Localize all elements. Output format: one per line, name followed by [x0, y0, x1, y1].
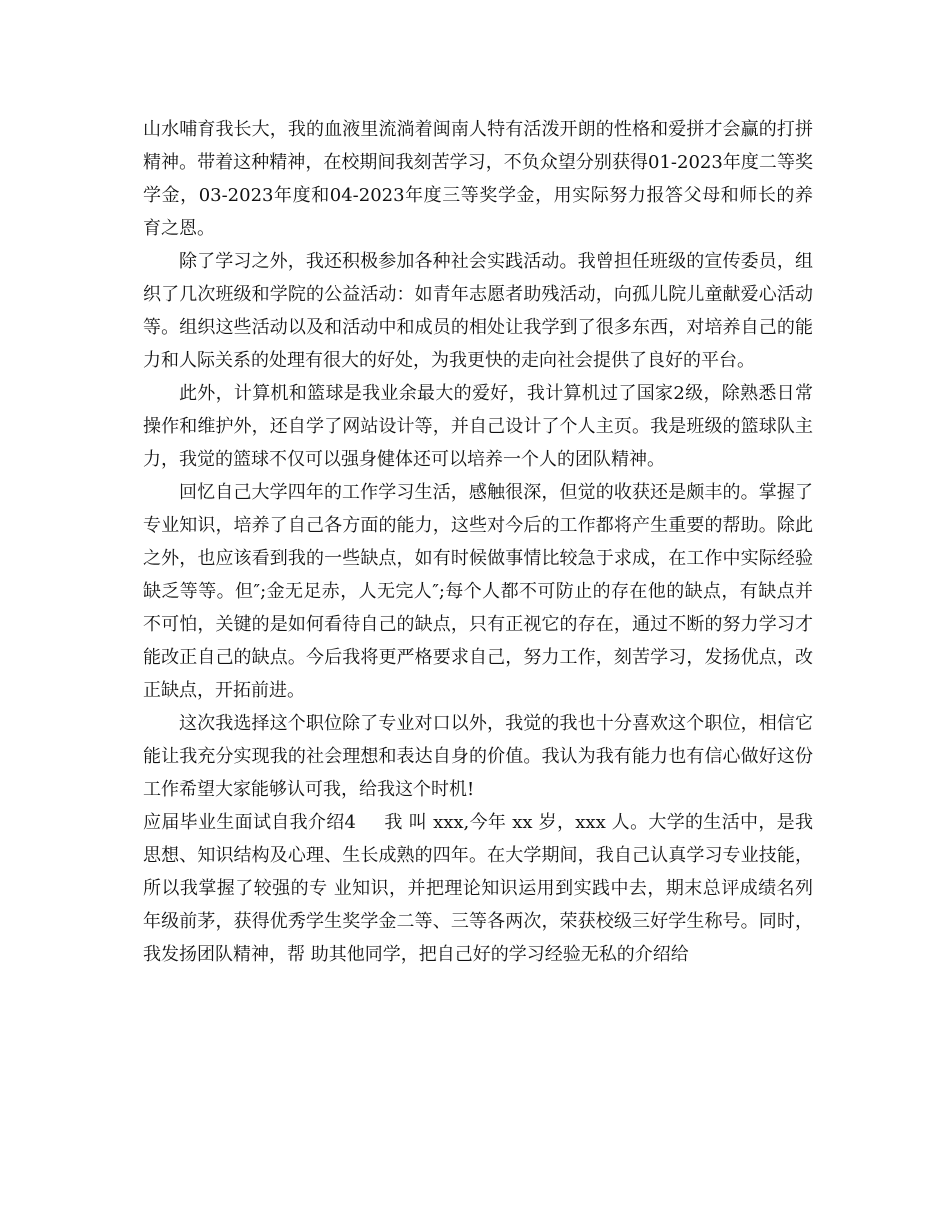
- paragraph-1: 山水哺育我长大，我的血液里流淌着闽南人特有活泼开朗的性格和爱拼才会赢的打拼精神。带着这种精神，在校期间我刻苦学习，不负众望分别获得01-2023年度二等奖学金，03-2023年度和04-2023年度三等奖学金，用实际努力报答父母和师长的养育之恩。: [143, 119, 813, 239]
- section-heading: 应届毕业生面试自我介绍4: [143, 812, 357, 833]
- paragraph-3: 此外，计算机和篮球是我业余最大的爱好，我计算机过了国家2级，除熟悉日常操作和维护外，还自学了网站设计等，并自己设计了个人主页。我是班级的篮球队主力，我觉的篮球不仅可以强身健体还可以培养一个人的团队精神。: [143, 383, 813, 470]
- section-paragraph: [143, 806, 813, 971]
- paragraph-5: 这次我选择这个职位除了专业对口以外，我觉的我也十分喜欢这个职位，相信它能让我充分实现我的社会理想和表达自身的价值。我认为我有能力也有信心做好这份工作希望大家能够认可我，给我这个时机!: [143, 713, 813, 800]
- paragraph-2: 除了学习之外，我还积极参加各种社会实践活动。我曾担任班级的宣传委员，组织了几次班级和学院的公益活动：如青年志愿者助残活动，向孤儿院儿童献爱心活动等。组织这些活动以及和活动中和成员的相处让我学到了很多东西，对培养自己的能力和人际关系的处理有很大的好处，为我更快的走向社会提供了良好的平台。: [143, 251, 813, 371]
- document-body: [143, 113, 813, 971]
- paragraph-4: 回忆自己大学四年的工作学习生活，感触很深，但觉的收获还是颇丰的。掌握了专业知识，培养了自己各方面的能力，这些对今后的工作都将产生重要的帮助。除此之外，也应该看到我的一些缺点，如有时候做事情比较急于求成，在工作中实际经验缺乏等等。但″;金无足赤，人无完人″;每个人都不可防止的存在他的缺点，有缺点并不可怕，关键的是如何看待自己的缺点，只有正视它的存在，通过不断的努力学习才能改正自己的缺点。今后我将更严格要求自己，努力工作，刻苦学习，发扬优点，改正缺点，开拓前进。: [143, 482, 813, 701]
- section-body: 我 叫 xxx,今年 xx 岁，xxx 人。大学的生活中，是我思想、知识结构及心理、生长成熟的四年。在大学期间，我自己认真学习专业技能，所以我掌握了较强的专 业知识，并把理论知识运用到实践中去，期末总评成绩名列年级前茅，获得优秀学生奖学金二等、三等各两次，荣获校级三好学生称号。同时，我发扬团队精神，帮 助其他同学，把自己好的学习经验无私的介绍给: [143, 812, 813, 965]
